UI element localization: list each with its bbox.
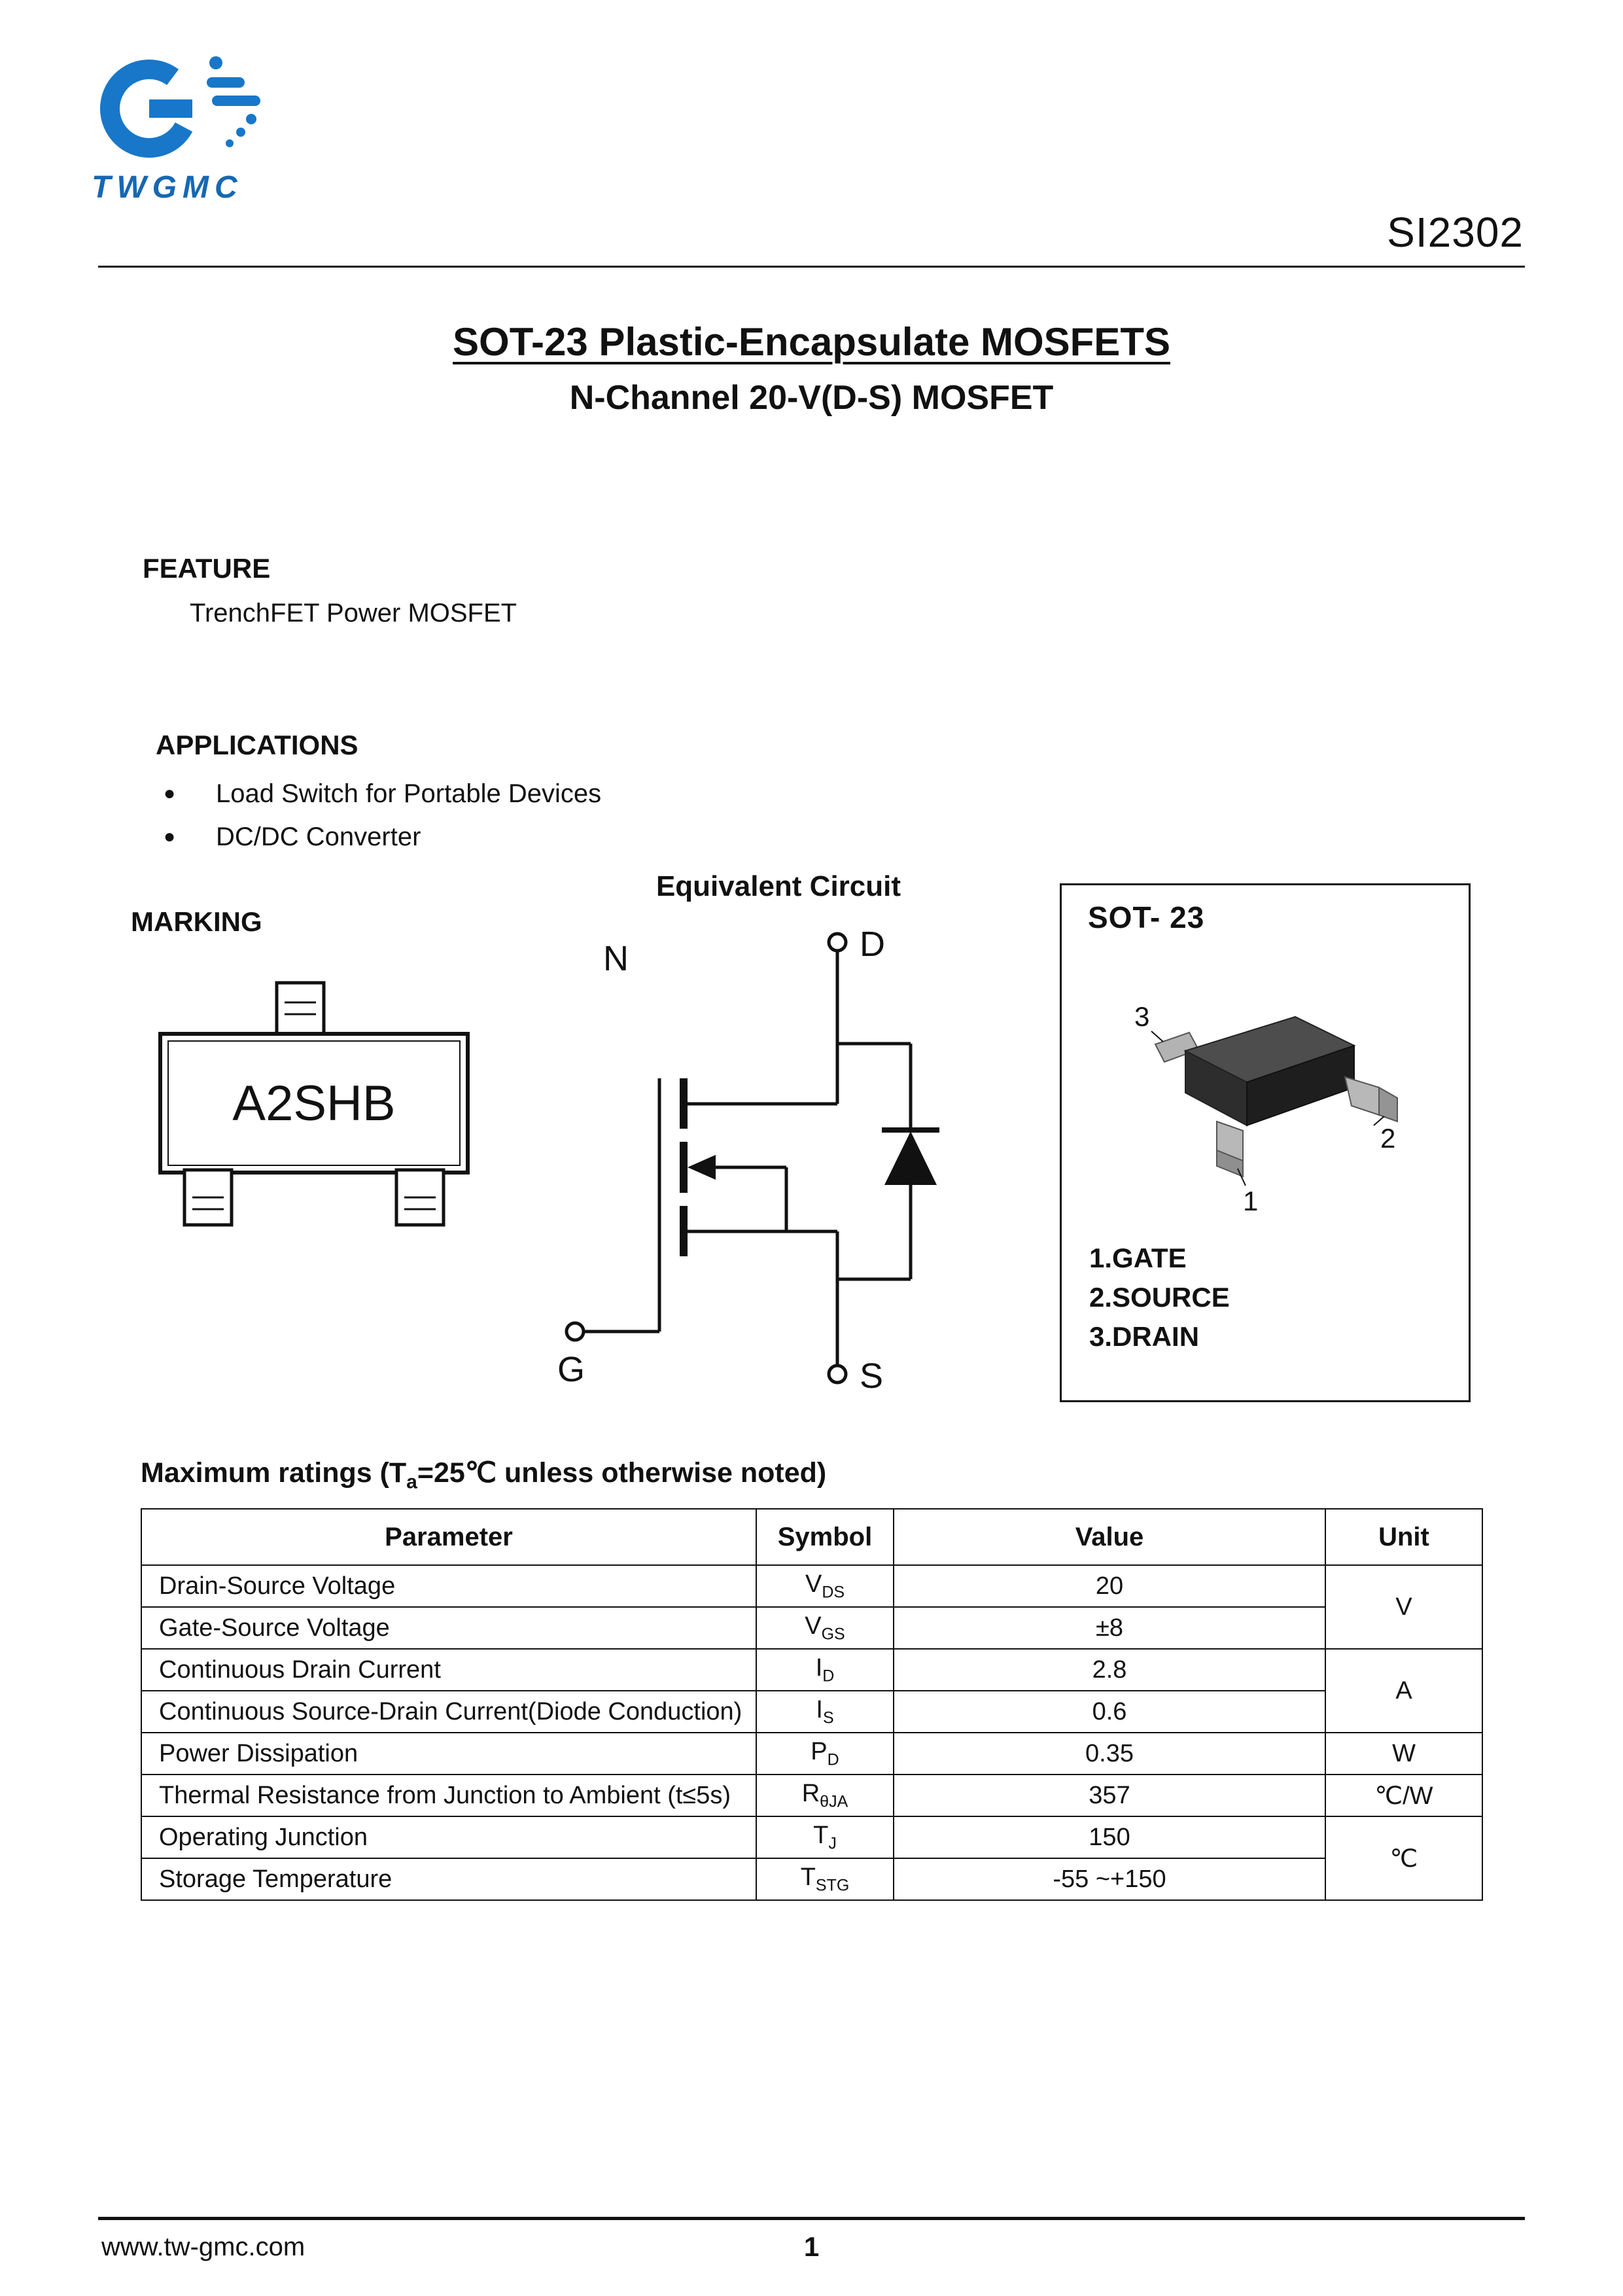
circuit-label-channel-type: N [603, 939, 629, 978]
table-row [141, 1691, 1482, 1733]
list-item [164, 772, 601, 815]
cell-symbol: $V_{GS}$ [756, 1607, 894, 1649]
application-label: Load Switch for Portable Devices [216, 779, 602, 808]
document-subtitle: N-Channel 20-V(D-S) MOSFET [569, 379, 1054, 417]
cell-parameter: Storage Temperature [141, 1858, 756, 1900]
cell-unit: ℃/W [1325, 1775, 1482, 1816]
table-row [141, 1858, 1482, 1900]
cell-parameter: Continuous Source-Drain Current(Diode Conduction) [141, 1691, 756, 1733]
feature-heading: FEATURE [143, 553, 271, 584]
cell-unit: V [1325, 1565, 1482, 1649]
cell-value: 2.8 [894, 1649, 1325, 1691]
cell-value: 0.6 [894, 1691, 1325, 1733]
header-rule [98, 266, 1525, 268]
cell-parameter: Gate-Source Voltage [141, 1607, 756, 1649]
cell-value: 0.35 [894, 1733, 1325, 1775]
feature-item: TrenchFET Power MOSFET [190, 599, 517, 627]
cell-parameter: Operating Junction [141, 1816, 756, 1858]
pin-legend-drain: 3.DRAIN [1089, 1321, 1200, 1352]
document-title: SOT-23 Plastic-Encapsulate MOSFETS [453, 320, 1170, 364]
cell-symbol: $R_{\theta JA}$ [756, 1775, 894, 1816]
table-row [141, 1733, 1482, 1775]
col-header-value: Value [894, 1509, 1325, 1565]
table-header-row [141, 1509, 1482, 1565]
pin-legend-source: 2.SOURCE [1089, 1282, 1230, 1313]
cell-symbol: $I_D$ [756, 1649, 894, 1691]
part-number: SI2302 [1387, 209, 1524, 256]
circuit-label-drain: D [860, 925, 885, 964]
cell-symbol: $T_{STG}$ [756, 1858, 894, 1900]
pin-legend [1089, 1239, 1230, 1356]
cell-value: 20 [894, 1565, 1325, 1607]
circuit-label-source: S [860, 1356, 884, 1396]
bullet-icon: ● [164, 783, 176, 804]
application-label: DC/DC Converter [216, 822, 421, 851]
logo-mark-icon [92, 51, 275, 162]
list-item [164, 815, 601, 858]
col-header-symbol: Symbol [756, 1509, 894, 1565]
cell-unit: ℃ [1325, 1816, 1482, 1900]
col-header-unit: Unit [1325, 1509, 1482, 1565]
col-header-parameter: Parameter [141, 1509, 756, 1565]
footer-page-number: 1 [803, 2231, 820, 2262]
cell-parameter: Continuous Drain Current [141, 1649, 756, 1691]
marking-heading: MARKING [131, 906, 262, 937]
applications-heading: APPLICATIONS [156, 730, 358, 760]
footer-rule [98, 2217, 1525, 2220]
cell-parameter: Thermal Resistance from Junction to Ambient (t≤5s) [141, 1775, 756, 1816]
max-ratings-table-wrap [141, 1508, 1483, 1901]
body-arrow [688, 1155, 716, 1180]
table-row [141, 1649, 1482, 1691]
max-ratings-table [141, 1508, 1483, 1901]
company-logo [92, 51, 288, 205]
package-name: SOT- 23 [1088, 900, 1205, 934]
cell-value: 357 [894, 1775, 1325, 1816]
marking-code: A2SHB [232, 1076, 396, 1131]
equivalent-circuit-heading: Equivalent Circuit [655, 870, 901, 902]
marking-package-drawing [150, 968, 478, 1263]
pin-legend-gate: 1.GATE [1089, 1243, 1187, 1273]
mosfet-circuit-diagram [543, 913, 962, 1410]
cell-parameter: Drain-Source Voltage [141, 1565, 756, 1607]
cell-parameter: Power Dissipation [141, 1733, 756, 1775]
cell-value: -55 ~+150 [894, 1858, 1325, 1900]
package-3d-drawing [1117, 961, 1418, 1222]
package-outline-box [1060, 883, 1471, 1402]
table-row [141, 1775, 1482, 1816]
cell-symbol: $I_S$ [756, 1691, 894, 1733]
footer-website: www.tw-gmc.com [101, 2233, 305, 2261]
table-row [141, 1565, 1482, 1607]
cell-value: ±8 [894, 1607, 1325, 1649]
cell-unit: W [1325, 1733, 1482, 1775]
cell-value: 150 [894, 1816, 1325, 1858]
pin-number-3: 3 [1134, 1001, 1150, 1032]
cell-symbol: $T_J$ [756, 1816, 894, 1858]
bullet-icon: ● [164, 826, 176, 847]
pin-number-1: 1 [1243, 1186, 1259, 1216]
cell-symbol: $V_{DS}$ [756, 1565, 894, 1607]
max-ratings-heading: Maximum ratings ($T_a=25℃$ unless otherwise noted) [141, 1457, 827, 1493]
table-row [141, 1816, 1482, 1858]
cell-unit: A [1325, 1649, 1482, 1733]
diode-symbol [884, 1131, 937, 1185]
cell-symbol: $P_D$ [756, 1733, 894, 1775]
pin-number-2: 2 [1380, 1123, 1396, 1154]
circuit-label-gate: G [557, 1350, 585, 1389]
table-row [141, 1607, 1482, 1649]
logo-text: TWGMC [92, 170, 243, 205]
applications-list [164, 772, 601, 858]
